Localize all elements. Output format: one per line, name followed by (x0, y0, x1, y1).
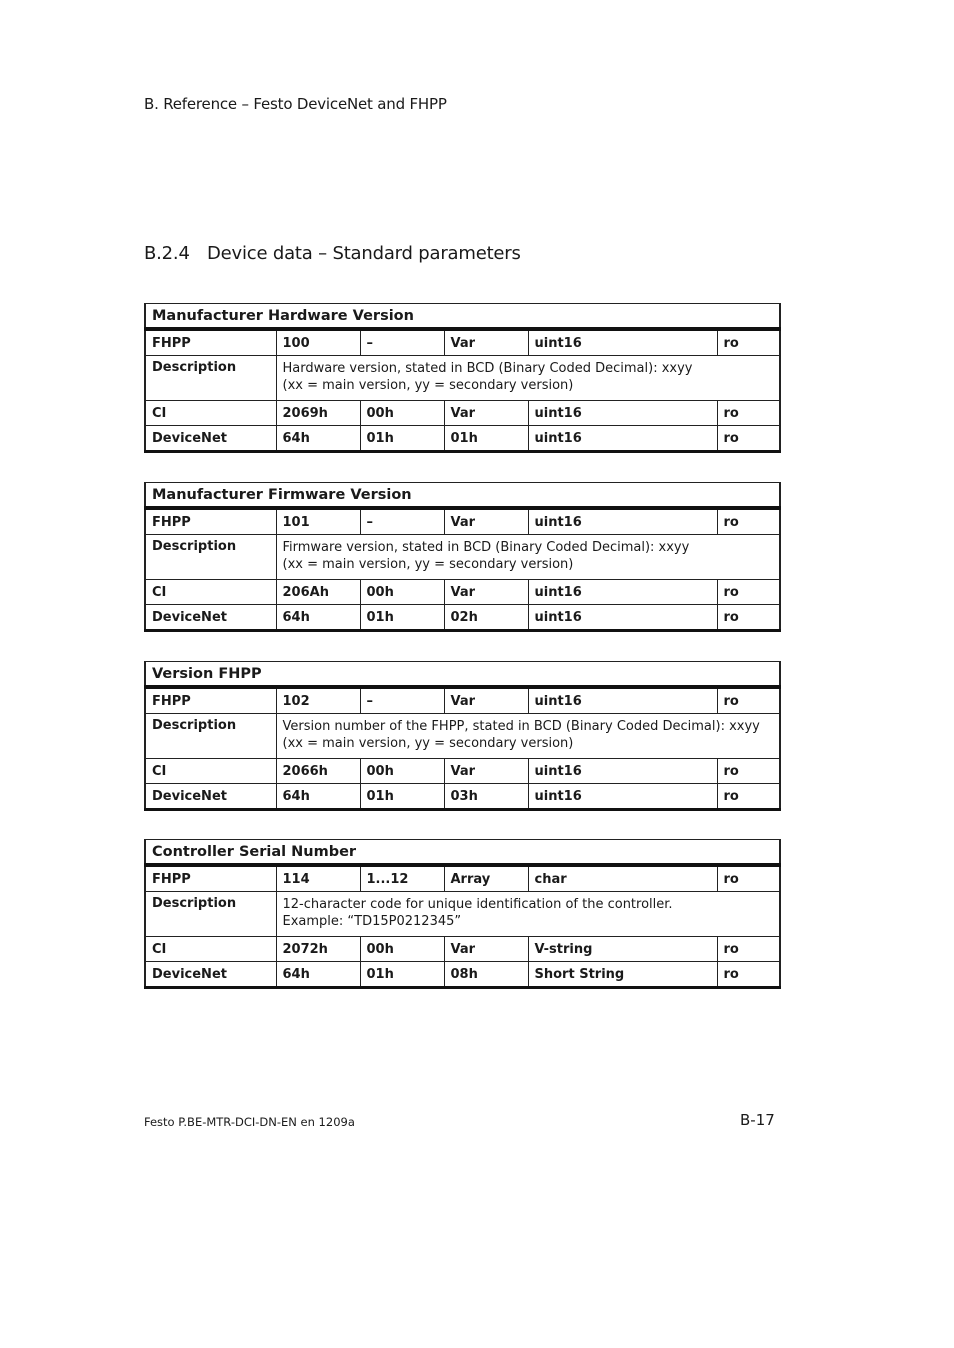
ci-row-cell: Var (444, 401, 528, 426)
ci-row (145, 759, 780, 784)
description-label: Description (145, 356, 276, 401)
parameter-title: Manufacturer Hardware Version (145, 304, 780, 330)
description-line: (xx = main version, yy = secondary version) (282, 557, 574, 572)
fhpp-row-cell: uint16 (528, 687, 717, 714)
description-row (145, 714, 780, 759)
fhpp-row-cell: Var (444, 687, 528, 714)
devicenet-row-cell: DeviceNet (145, 426, 276, 452)
page-number: B-17 (740, 1111, 775, 1129)
parameter-table (144, 303, 781, 453)
devicenet-row-cell: 08h (444, 962, 528, 988)
devicenet-row (145, 962, 780, 988)
fhpp-row-cell: FHPP (145, 508, 276, 535)
parameter-title: Version FHPP (145, 662, 780, 688)
devicenet-row-cell: ro (717, 784, 780, 810)
ci-row-cell: 2069h (276, 401, 360, 426)
ci-row-cell: 00h (360, 759, 444, 784)
fhpp-row-cell: Var (444, 508, 528, 535)
devicenet-row-cell: 64h (276, 784, 360, 810)
fhpp-row-cell: ro (717, 687, 780, 714)
description-text (276, 892, 780, 937)
fhpp-row-cell: uint16 (528, 508, 717, 535)
devicenet-row-cell: 02h (444, 605, 528, 631)
fhpp-row (145, 508, 780, 535)
description-text (276, 714, 780, 759)
ci-row-cell: CI (145, 580, 276, 605)
fhpp-row-cell: – (360, 687, 444, 714)
devicenet-row-cell: uint16 (528, 605, 717, 631)
devicenet-row-cell: DeviceNet (145, 962, 276, 988)
description-line: Version number of the FHPP, stated in BCD (Binary Coded Decimal): xxyy (282, 719, 760, 734)
fhpp-row-cell: 1...12 (360, 865, 444, 892)
ci-row-cell: 00h (360, 580, 444, 605)
fhpp-row-cell: 101 (276, 508, 360, 535)
fhpp-row-cell: FHPP (145, 329, 276, 356)
devicenet-row (145, 605, 780, 631)
ci-row-cell: CI (145, 759, 276, 784)
ci-row (145, 580, 780, 605)
description-line: (xx = main version, yy = secondary version) (282, 736, 574, 751)
parameter-table (144, 482, 781, 632)
description-row (145, 356, 780, 401)
ci-row-cell: CI (145, 937, 276, 962)
ci-row-cell: 2066h (276, 759, 360, 784)
parameter-table (144, 839, 781, 989)
description-label: Description (145, 535, 276, 580)
devicenet-row-cell: 03h (444, 784, 528, 810)
devicenet-row-cell: ro (717, 962, 780, 988)
devicenet-row-cell: 01h (444, 426, 528, 452)
section-title: Device data – Standard parameters (207, 243, 521, 264)
description-line: 12-character code for unique identification of the controller. (282, 897, 673, 912)
ci-row-cell: Var (444, 937, 528, 962)
ci-row (145, 937, 780, 962)
fhpp-row-cell: 114 (276, 865, 360, 892)
devicenet-row-cell: 01h (360, 962, 444, 988)
devicenet-row-cell: ro (717, 426, 780, 452)
devicenet-row-cell: 01h (360, 784, 444, 810)
devicenet-row-cell: 01h (360, 605, 444, 631)
devicenet-row-cell: uint16 (528, 426, 717, 452)
devicenet-row-cell: ro (717, 605, 780, 631)
fhpp-row-cell: ro (717, 329, 780, 356)
running-header: B. Reference – Festo DeviceNet and FHPP (144, 95, 447, 113)
fhpp-row-cell: 100 (276, 329, 360, 356)
fhpp-row-cell: – (360, 508, 444, 535)
ci-row-cell: 00h (360, 937, 444, 962)
description-text (276, 356, 780, 401)
ci-row-cell: ro (717, 937, 780, 962)
devicenet-row-cell: 64h (276, 962, 360, 988)
ci-row-cell: uint16 (528, 580, 717, 605)
description-line: (xx = main version, yy = secondary version) (282, 378, 574, 393)
section-heading (144, 243, 521, 264)
fhpp-row-cell: ro (717, 508, 780, 535)
description-line: Example: “TD15P0212345” (282, 914, 462, 929)
ci-row-cell: uint16 (528, 759, 717, 784)
ci-row-cell: ro (717, 580, 780, 605)
fhpp-row (145, 865, 780, 892)
devicenet-row-cell: 64h (276, 605, 360, 631)
description-row (145, 892, 780, 937)
ci-row-cell: CI (145, 401, 276, 426)
fhpp-row-cell: 102 (276, 687, 360, 714)
ci-row-cell: 00h (360, 401, 444, 426)
ci-row (145, 401, 780, 426)
fhpp-row-cell: ro (717, 865, 780, 892)
description-row (145, 535, 780, 580)
section-number: B.2.4 (144, 243, 190, 264)
fhpp-row-cell: Var (444, 329, 528, 356)
fhpp-row-cell: uint16 (528, 329, 717, 356)
description-label: Description (145, 892, 276, 937)
devicenet-row-cell: DeviceNet (145, 784, 276, 810)
fhpp-row-cell: Array (444, 865, 528, 892)
ci-row-cell: ro (717, 401, 780, 426)
fhpp-row (145, 687, 780, 714)
parameter-table (144, 661, 781, 811)
devicenet-row-cell: Short String (528, 962, 717, 988)
fhpp-row-cell: FHPP (145, 687, 276, 714)
parameter-title: Controller Serial Number (145, 840, 780, 866)
devicenet-row (145, 426, 780, 452)
description-line: Hardware version, stated in BCD (Binary Coded Decimal): xxyy (282, 361, 693, 376)
ci-row-cell: Var (444, 759, 528, 784)
ci-row-cell: uint16 (528, 401, 717, 426)
devicenet-row-cell: 64h (276, 426, 360, 452)
ci-row-cell: V-string (528, 937, 717, 962)
ci-row-cell: 2072h (276, 937, 360, 962)
description-line: Firmware version, stated in BCD (Binary Coded Decimal): xxyy (282, 540, 690, 555)
fhpp-row-cell: – (360, 329, 444, 356)
fhpp-row-cell: char (528, 865, 717, 892)
devicenet-row-cell: 01h (360, 426, 444, 452)
ci-row-cell: 206Ah (276, 580, 360, 605)
parameter-title: Manufacturer Firmware Version (145, 483, 780, 509)
description-label: Description (145, 714, 276, 759)
devicenet-row-cell: DeviceNet (145, 605, 276, 631)
devicenet-row-cell: uint16 (528, 784, 717, 810)
ci-row-cell: ro (717, 759, 780, 784)
footer-document-id: Festo P.BE-MTR-DCI-DN-EN en 1209a (144, 1115, 355, 1129)
devicenet-row (145, 784, 780, 810)
description-text (276, 535, 780, 580)
ci-row-cell: Var (444, 580, 528, 605)
fhpp-row (145, 329, 780, 356)
fhpp-row-cell: FHPP (145, 865, 276, 892)
